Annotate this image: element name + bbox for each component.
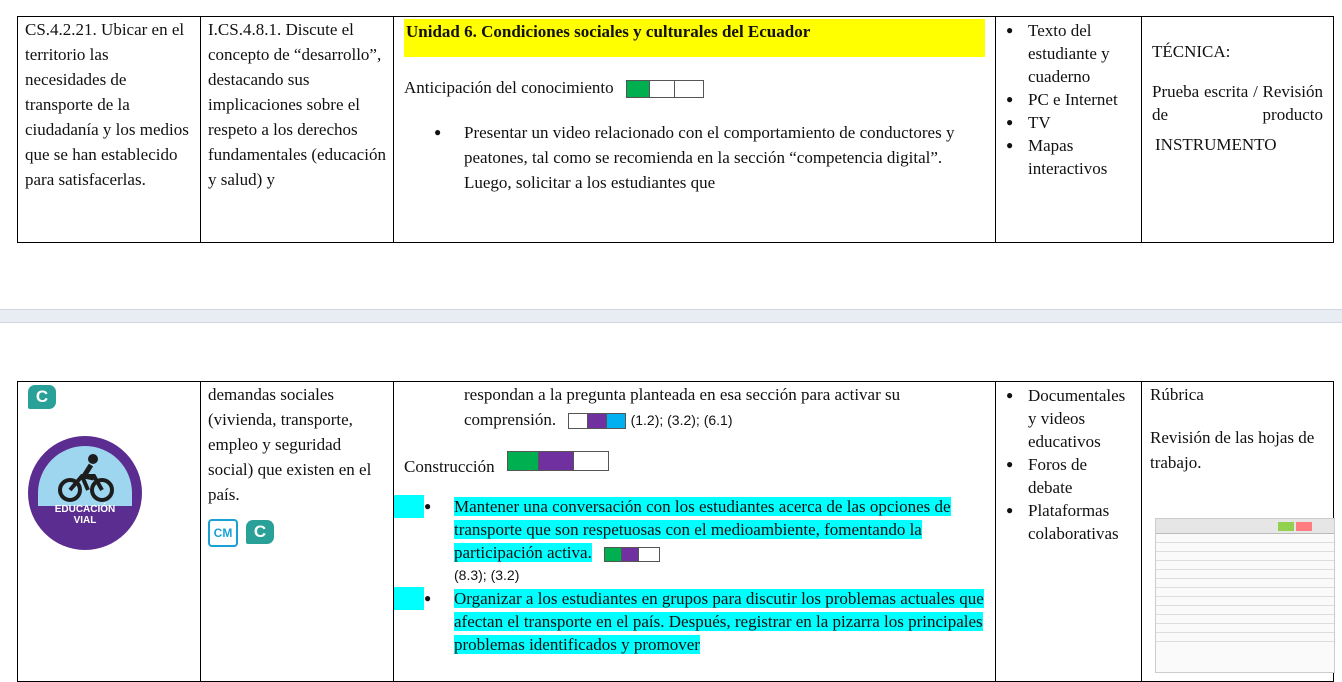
revision-text: Revisión de las hojas de trabajo. xyxy=(1150,428,1315,472)
collaborative-c-icon: C xyxy=(246,520,274,544)
activity-item-1: ● Presentar un video relacionado con el comportamiento de conductores y peatones, tal como se recomienda en la sección “competencia digital”. Luego, solicitar a los estudiantes que xyxy=(434,123,955,192)
resource-item: ● Documentales y videos educativos xyxy=(1006,384,1135,453)
page-bottom xyxy=(0,323,1342,671)
educacion-vial-badge xyxy=(28,436,142,550)
resource-item: ● PC e Internet xyxy=(1006,88,1135,111)
activity-item-1-cont: respondan a la pregunta planteada en esa sección para activar su comprensión. (1.2); (3.2); (6.1) xyxy=(464,385,901,429)
activity1-progress-bar xyxy=(568,413,626,429)
construccion-label: Construcción xyxy=(404,457,495,476)
badge-label: EDUCACIÓN VIAL xyxy=(54,504,116,526)
collaborative-c-icon: C xyxy=(28,385,56,409)
unit-title: Unidad 6. Condiciones sociales y culturales del Ecuador xyxy=(404,19,985,57)
indicador-cell-cont xyxy=(201,382,394,682)
destreza-cell xyxy=(18,17,201,243)
resource-item: ● Plataformas colaborativas xyxy=(1006,499,1135,545)
badge-sky xyxy=(38,446,132,506)
activity-item-2: ● Mantener una conversación con los estudiantes acerca de las opciones de transporte que son respetuosas con el medioambiente, fomentando la participación activa. (8.3); (3.2) xyxy=(394,495,985,587)
resource-item: ● Foros de debate xyxy=(1006,453,1135,499)
rubric-thumbnail xyxy=(1155,518,1335,673)
anticipacion-label: Anticipación del conocimiento xyxy=(404,78,614,97)
recursos-cell-cont xyxy=(996,382,1142,682)
tecnica-label: TÉCNICA: xyxy=(1152,42,1231,61)
anticipacion-heading xyxy=(404,75,985,100)
anticipacion-progress-bar xyxy=(626,80,704,98)
destreza-text: CS.4.2.21. Ubicar en el territorio las necesidades de transporte de la ciudadanía y los medios que se han establecido para satisfacerlas. xyxy=(25,20,189,189)
indicador-cell xyxy=(201,17,394,243)
resource-item: ● TV xyxy=(1006,111,1135,134)
recursos-cell xyxy=(996,17,1142,243)
page-gap xyxy=(0,309,1342,323)
activity-item-3: ● Organizar a los estudiantes en grupos para discutir los problemas actuales que afectan el transporte en el país. Después, registrar en la pizarra los principales problemas identificados y promover xyxy=(394,587,985,656)
planning-table-top xyxy=(17,16,1334,243)
construccion-progress-bar xyxy=(507,451,609,471)
resource-item: ● Mapas interactivos xyxy=(1006,134,1135,180)
actividades-cell-cont xyxy=(394,382,996,682)
planning-table-bottom xyxy=(17,381,1334,682)
tecnica-value: Prueba escrita / Revisión de producto xyxy=(1152,82,1323,124)
page-top xyxy=(0,0,1342,309)
instrumento-label: INSTRUMENTO xyxy=(1155,135,1277,154)
activity2-refs: (8.3); (3.2) xyxy=(454,567,520,583)
construccion-heading xyxy=(404,451,985,479)
actividades-cell xyxy=(394,17,996,243)
rubrica-label: Rúbrica xyxy=(1150,385,1204,404)
activity2-progress-bar xyxy=(604,547,660,562)
cm-icon: CM xyxy=(208,519,238,547)
evaluacion-cell xyxy=(1142,17,1334,243)
resource-item: ● Texto del estudiante y cuaderno xyxy=(1006,19,1135,88)
indicador-text: I.CS.4.8.1. Discute el concepto de “desarrollo”, destacando sus implicaciones sobre el respeto a los derechos fundamentales (educación y salud) y xyxy=(208,20,386,189)
bicycle-icon xyxy=(38,446,132,506)
activity1-refs: (1.2); (3.2); (6.1) xyxy=(630,412,733,428)
indicador-text-cont: demandas sociales (vivienda, transporte, empleo y seguridad social) que existen en el país. xyxy=(208,385,372,504)
